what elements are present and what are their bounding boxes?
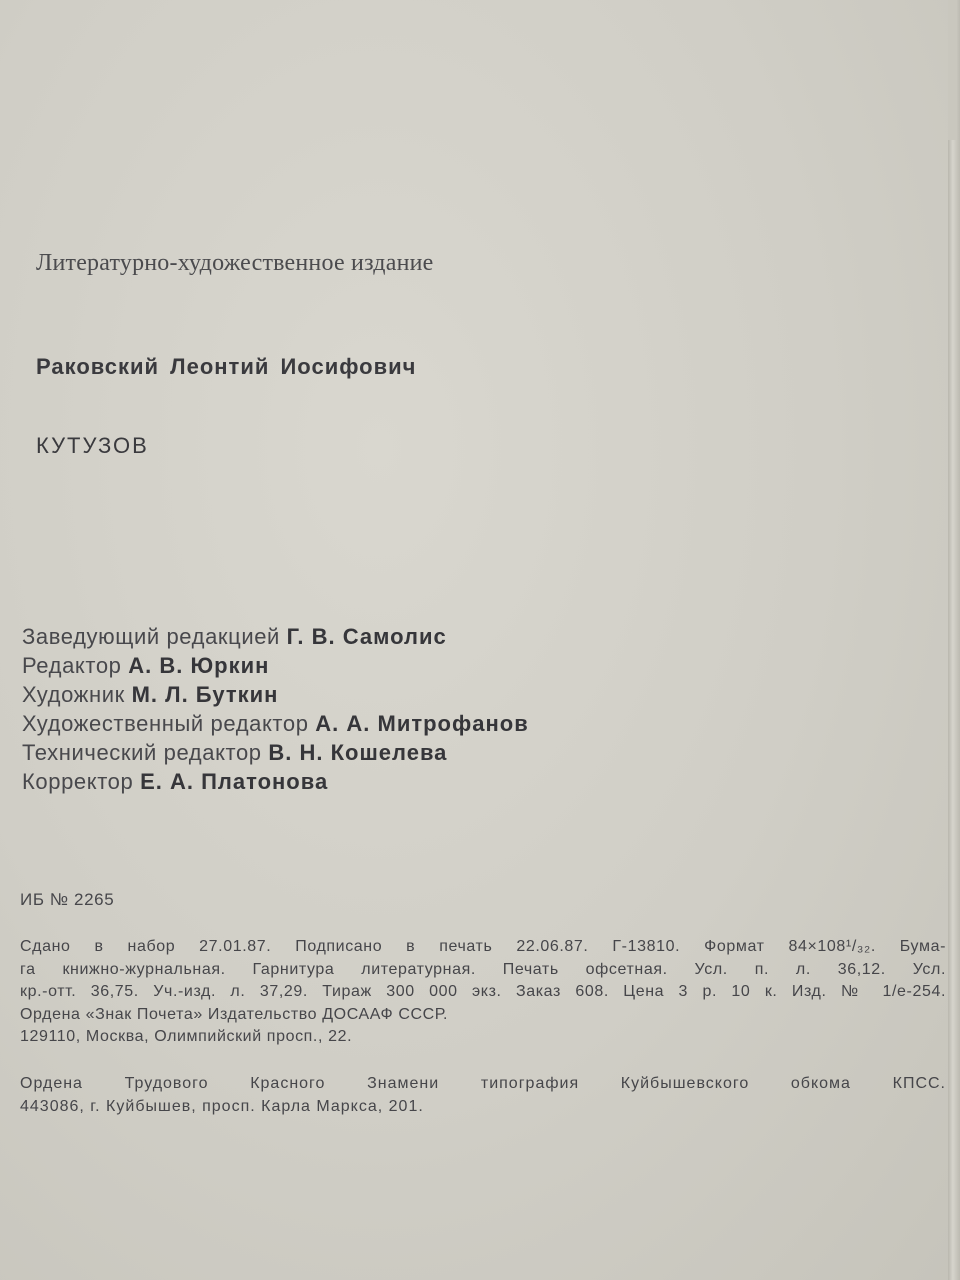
ib-number: ИБ № 2265 [20,890,115,909]
credit-role: Заведующий редакцией [22,624,280,649]
credit-person: А. А. Митрофанов [315,711,529,736]
credit-person: В. Н. Кошелева [268,740,448,765]
printer-line: 443086, г. Куйбышев, просп. Карла Маркса, 201. [20,1098,424,1115]
credit-role: Технический редактор [22,740,262,765]
printer-line: Ордена Трудового Красного Знамени типография Куйбышевского обкома КПСС. [20,1075,946,1092]
credit-line [22,680,529,709]
imprint-line: кр.-отт. 36,75. Уч.-изд. л. 37,29. Тираж 300 000 экз. Заказ 608. Цена 3 р. 10 к. Изд. № 1/е-254. [20,983,946,1001]
book-title: КУТУЗОВ [36,433,149,458]
edition-type: Литературно-художественное издание [36,250,434,276]
credit-role: Корректор [22,769,134,794]
imprint-block [20,936,946,1049]
credit-line [22,767,529,796]
credit-role: Художник [22,682,125,707]
page-edge [948,0,960,1280]
imprint-line: Ордена «Знак Почета» Издательство ДОСААФ СССР. [20,1005,449,1023]
credit-person: А. В. Юркин [128,653,270,678]
author-name: Раковский Леонтий Иосифович [36,354,417,379]
imprint-line: га книжно-журнальная. Гарнитура литературная. Печать офсетная. Усл. п. л. 36,12. Усл. [20,960,946,978]
credit-role: Художественный редактор [22,711,309,736]
credit-person: Г. В. Самолис [286,624,447,649]
imprint-line: Сдано в набор 27.01.87. Подписано в печать 22.06.87. Г-13810. Формат 84×108¹/₃₂. Бума- [20,938,946,955]
credit-line [22,709,529,738]
printer-block [20,1072,946,1118]
imprint-line: 129110, Москва, Олимпийский просп., 22. [20,1028,353,1046]
credit-line [22,738,529,767]
credits-list [22,622,529,796]
credit-person: Е. А. Платонова [140,769,329,794]
credit-line [22,622,529,651]
credit-person: М. Л. Буткин [131,682,279,707]
credit-line [22,651,529,680]
page-edge-notch [948,0,956,140]
credit-role: Редактор [22,653,122,678]
